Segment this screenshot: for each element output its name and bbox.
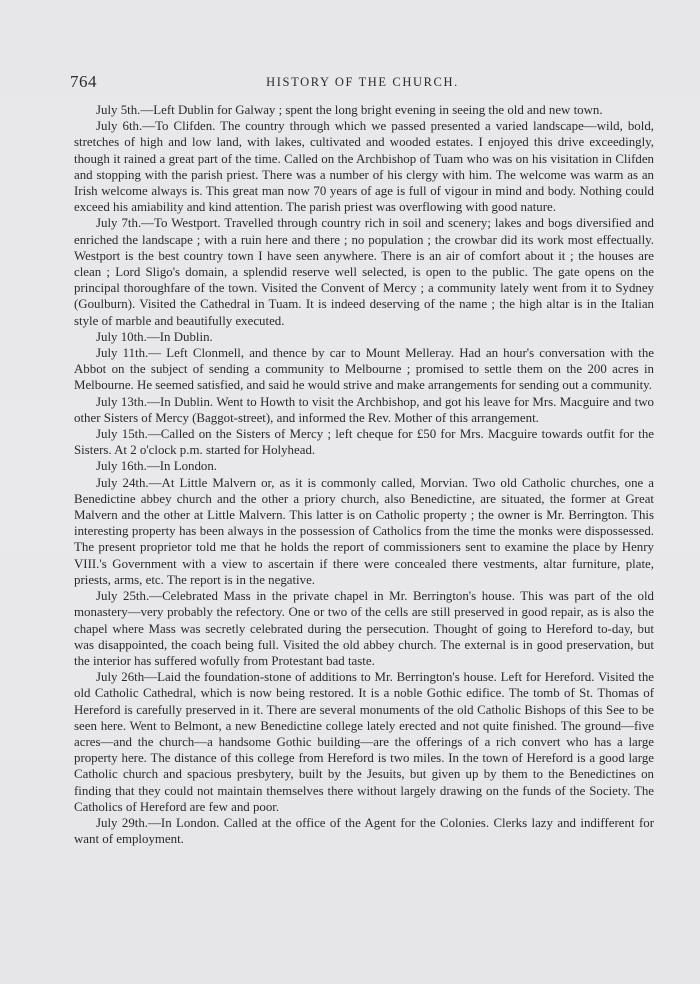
diary-entry-july-24: July 24th.—At Little Malvern or, as it is commonly called, Morvian. Two old Catholic churches, one a Benedictine abbey church and the other a priory church, also Benedictine, are situated, the former at Great Malvern and the other at Little Malvern. This latter is on Catholic property ; the owner is Mr. Berrington. This interesting property has been always in the possession of Catholics from the time the monks were dispossessed. The present proprietor told me that he holds the report of commissioners sent to examine the place by Henry VIII.'s Government with a view to ascertain if there were concealed there vestments, altar furniture, plate, priests, arms, etc. The report is in the negative.: [74, 475, 654, 587]
page-number: 764: [70, 72, 97, 91]
page-header: [70, 72, 655, 94]
diary-entry-july-26: July 26th—Laid the foundation-stone of additions to Mr. Berrington's house. Left for Hereford. Visited the old Catholic Cathedral, which is now being restored. It is a noble Gothic edifice. The tomb of St. Thomas of Hereford is carefully preserved in it. There are several monuments of the old Catholic Bishops of this See to be seen here. Went to Belmont, a new Benedictine college lately erected and not quite finished. The ground—five acres—and the church—a handsome Gothic building—are the offerings of a rich convert who has a large property here. The distance of this college from Hereford is two miles. In the town of Hereford is a good large Catholic church and spacious presbytery, built by the Jesuits, but given up by them to the Benedictines on finding that they could not maintain themselves there without largely drawing on the funds of the Society. The Catholics of Hereford are few and poor.: [74, 670, 654, 814]
diary-entry-july-16: July 16th.—In London.: [96, 459, 218, 474]
diary-entry-july-13: July 13th.—In Dublin. Went to Howth to visit the Archbishop, and got his leave for Mrs. Macguire and two other Sisters of Mercy (Baggot-street), and informed the Rev. Mother of this arrangement.: [74, 394, 654, 425]
diary-entry-july-7: July 7th.—To Westport. Travelled through country rich in soil and scenery; lakes and bogs diversified and enriched the landscape ; with a ruin here and there ; no population ; the crowbar did its work most effectually. Westport is the best country town I have seen anywhere. There is an air of comfort about it ; the houses are clean ; Lord Sligo's domain, a splendid reserve well selected, is open to the public. The gate opens on the principal thoroughfare of the town. Visited the Convent of Mercy ; a community lately went from it to Sydney (Goulburn). Visited the Cathedral in Tuam. It is indeed deserving of the name ; the high altar is in the Italian style of marble and beautifully executed.: [74, 216, 654, 328]
diary-entry-july-10: July 10th.—In Dublin.: [96, 329, 213, 344]
diary-entry-july-11: July 11th.— Left Clonmell, and thence by car to Mount Melleray. Had an hour's conversation with the Abbot on the subject of sending a community to Melbourne ; promised to settle them on the 200 acres in Melbourne. He seemed satisfied, and said he would strive and make arrangements for sending out a community.: [74, 346, 654, 393]
running-head: HISTORY OF THE CHURCH.: [266, 75, 459, 89]
diary-entry-july-15: July 15th.—Called on the Sisters of Mercy ; left cheque for £50 for Mrs. Macguire towards outfit for the Sisters. At 2 o'clock p.m. started for Holyhead.: [74, 427, 654, 458]
diary-entry-july-6: July 6th.—To Clifden. The country through which we passed presented a varied landscape—wild, bold, stretches of high and low land, with lakes, cultivated and wooded estates. I enjoyed this drive exceedingly, though it rained a great part of the time. Called on the Archbishop of Tuam who was on his visitation in Clifden and stopping with the parish priest. There was a number of his clergy with him. The welcome was warm as an Irish welcome always is. This great man now 70 years of age is full of vigour in mind and body. Nothing could exceed his amiability and kind attention. The parish priest was overflowing with good nature.: [74, 119, 654, 215]
diary-entry-july-5: July 5th.—Left Dublin for Galway ; spent the long bright evening in seeing the old and new town.: [96, 103, 603, 117]
diary-entry-july-29: July 29th.—In London. Called at the office of the Agent for the Colonies. Clerks lazy and indifferent for want of employment.: [74, 815, 654, 847]
body-text: [74, 102, 654, 847]
diary-entry-july-25: July 25th.—Celebrated Mass in the private chapel in Mr. Berrington's house. This was part of the old monastery—very probably the refectory. One or two of the cells are still preserved in good repair, as is also the chapel where Mass was secretly celebrated during the persecution. Thought of going to Hereford to-day, but was disappointed, the coach being full. Visited the old abbey church. The external is in good preservation, but the interior has suffered wofully from Protestant bad taste.: [74, 589, 654, 668]
